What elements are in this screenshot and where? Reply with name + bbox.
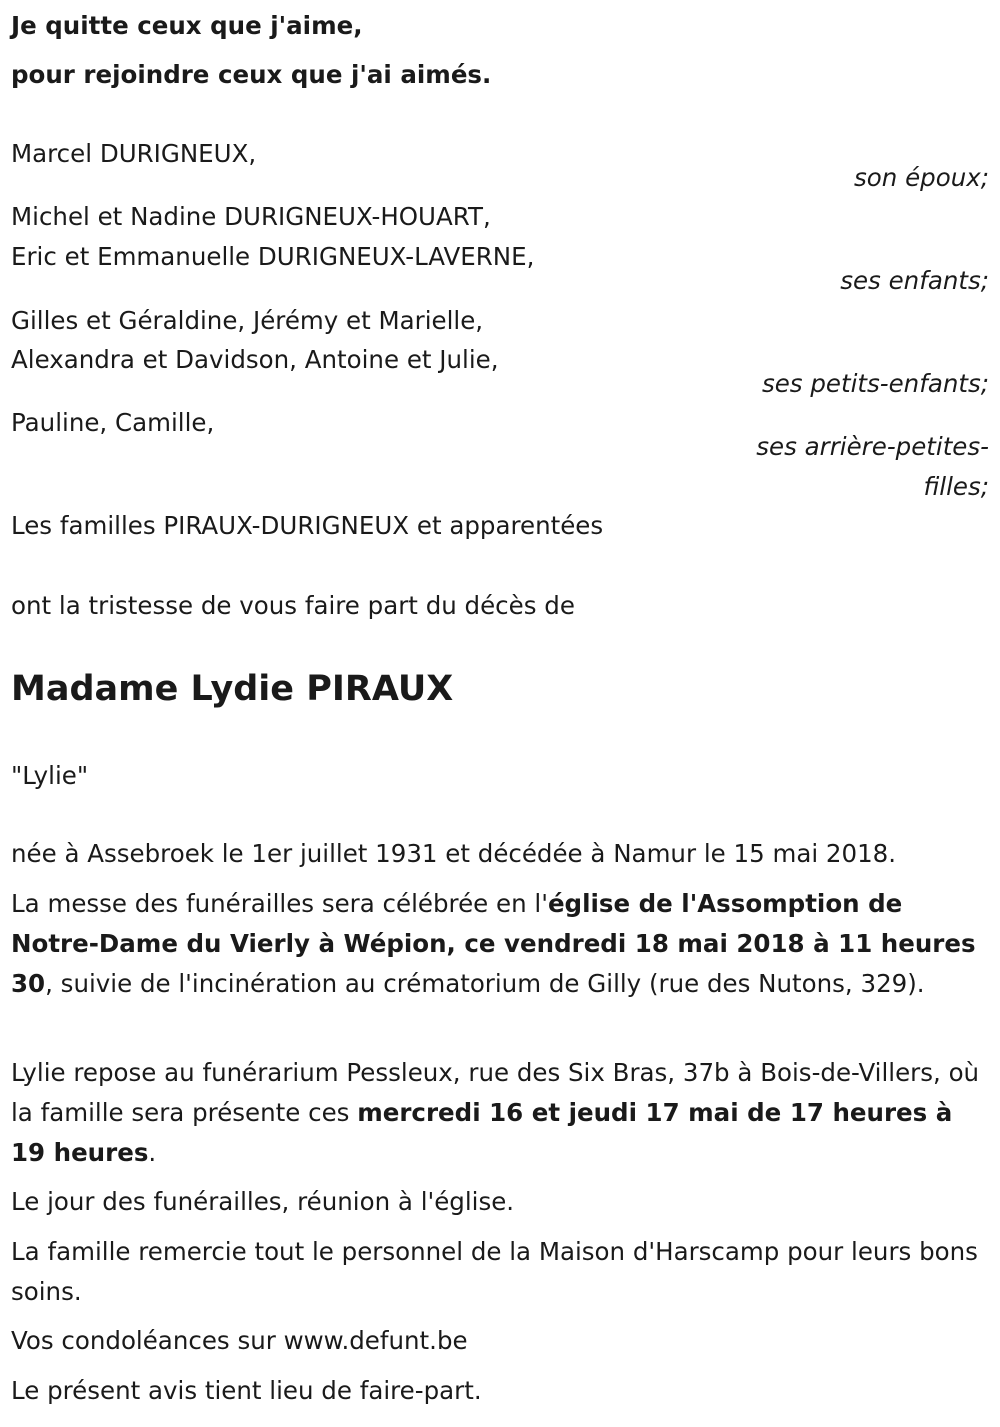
families-line: Les familles PIRAUX-DURIGNEUX et apparentées: [11, 511, 604, 540]
spouse-name: Marcel DURIGNEUX,: [11, 139, 257, 168]
great-grandchild-names: Pauline, Camille,: [11, 408, 215, 437]
condolences-line: Vos condoléances sur www.defunt.be: [11, 1326, 468, 1355]
visitation-text-bold: mercredi 16 et jeudi 17 mai de 17 heures à 19 heures: [11, 1098, 953, 1167]
thanks-paragraph: La famille remercie tout le personnel de la Maison d'Harscamp pour leurs bons soins.: [11, 1237, 978, 1306]
deceased-nickname: "Lylie": [11, 761, 89, 790]
mass-paragraph: [11, 884, 989, 1004]
mass-text-bold: église de l'Assomption de Notre-Dame du Vierly à Wépion, ce vendredi 18 mai 2018 à 11 heures 30: [11, 889, 976, 998]
children-role: ses enfants;: [840, 266, 989, 295]
grandchildren-role: ses petits-enfants;: [761, 369, 989, 398]
visitation-text-pre: Lylie repose au funérarium Pessleux, rue des Six Bras, 37b à Bois-de-Villers, où la famille sera présente ces: [11, 1058, 980, 1127]
mass-text-post: , suivie de l'incinération au crématorium de Gilly (rue des Nutons, 329).: [45, 969, 925, 998]
child-name-2: Eric et Emmanuelle DURIGNEUX-LAVERNE,: [11, 242, 535, 271]
visitation-text-post: .: [148, 1138, 157, 1167]
grandchild-name-2: Alexandra et Davidson, Antoine et Julie,: [11, 345, 499, 374]
spouse-role: son époux;: [854, 163, 989, 192]
great-grandchildren-role-2: filles;: [923, 472, 989, 501]
mass-text-pre: La messe des funérailles sera célébrée en l': [11, 889, 548, 918]
grandchild-name-1: Gilles et Géraldine, Jérémy et Marielle,: [11, 306, 484, 335]
epitaph-line-1: Je quitte ceux que j'aime,: [11, 11, 363, 40]
notice-line: Le présent avis tient lieu de faire-part.: [11, 1376, 482, 1405]
birth-death-line: née à Assebroek le 1er juillet 1931 et décédée à Namur le 15 mai 2018.: [11, 839, 897, 868]
deceased-name: Madame Lydie PIRAUX: [11, 669, 454, 709]
meeting-line: Le jour des funérailles, réunion à l'église.: [11, 1187, 515, 1216]
announcement-line: ont la tristesse de vous faire part du décès de: [11, 591, 575, 620]
visitation-paragraph: [11, 1053, 989, 1173]
epitaph-line-2: pour rejoindre ceux que j'ai aimés.: [11, 60, 492, 89]
great-grandchildren-role-1: ses arrière-petites-: [756, 432, 989, 461]
child-name-1: Michel et Nadine DURIGNEUX-HOUART,: [11, 202, 491, 231]
